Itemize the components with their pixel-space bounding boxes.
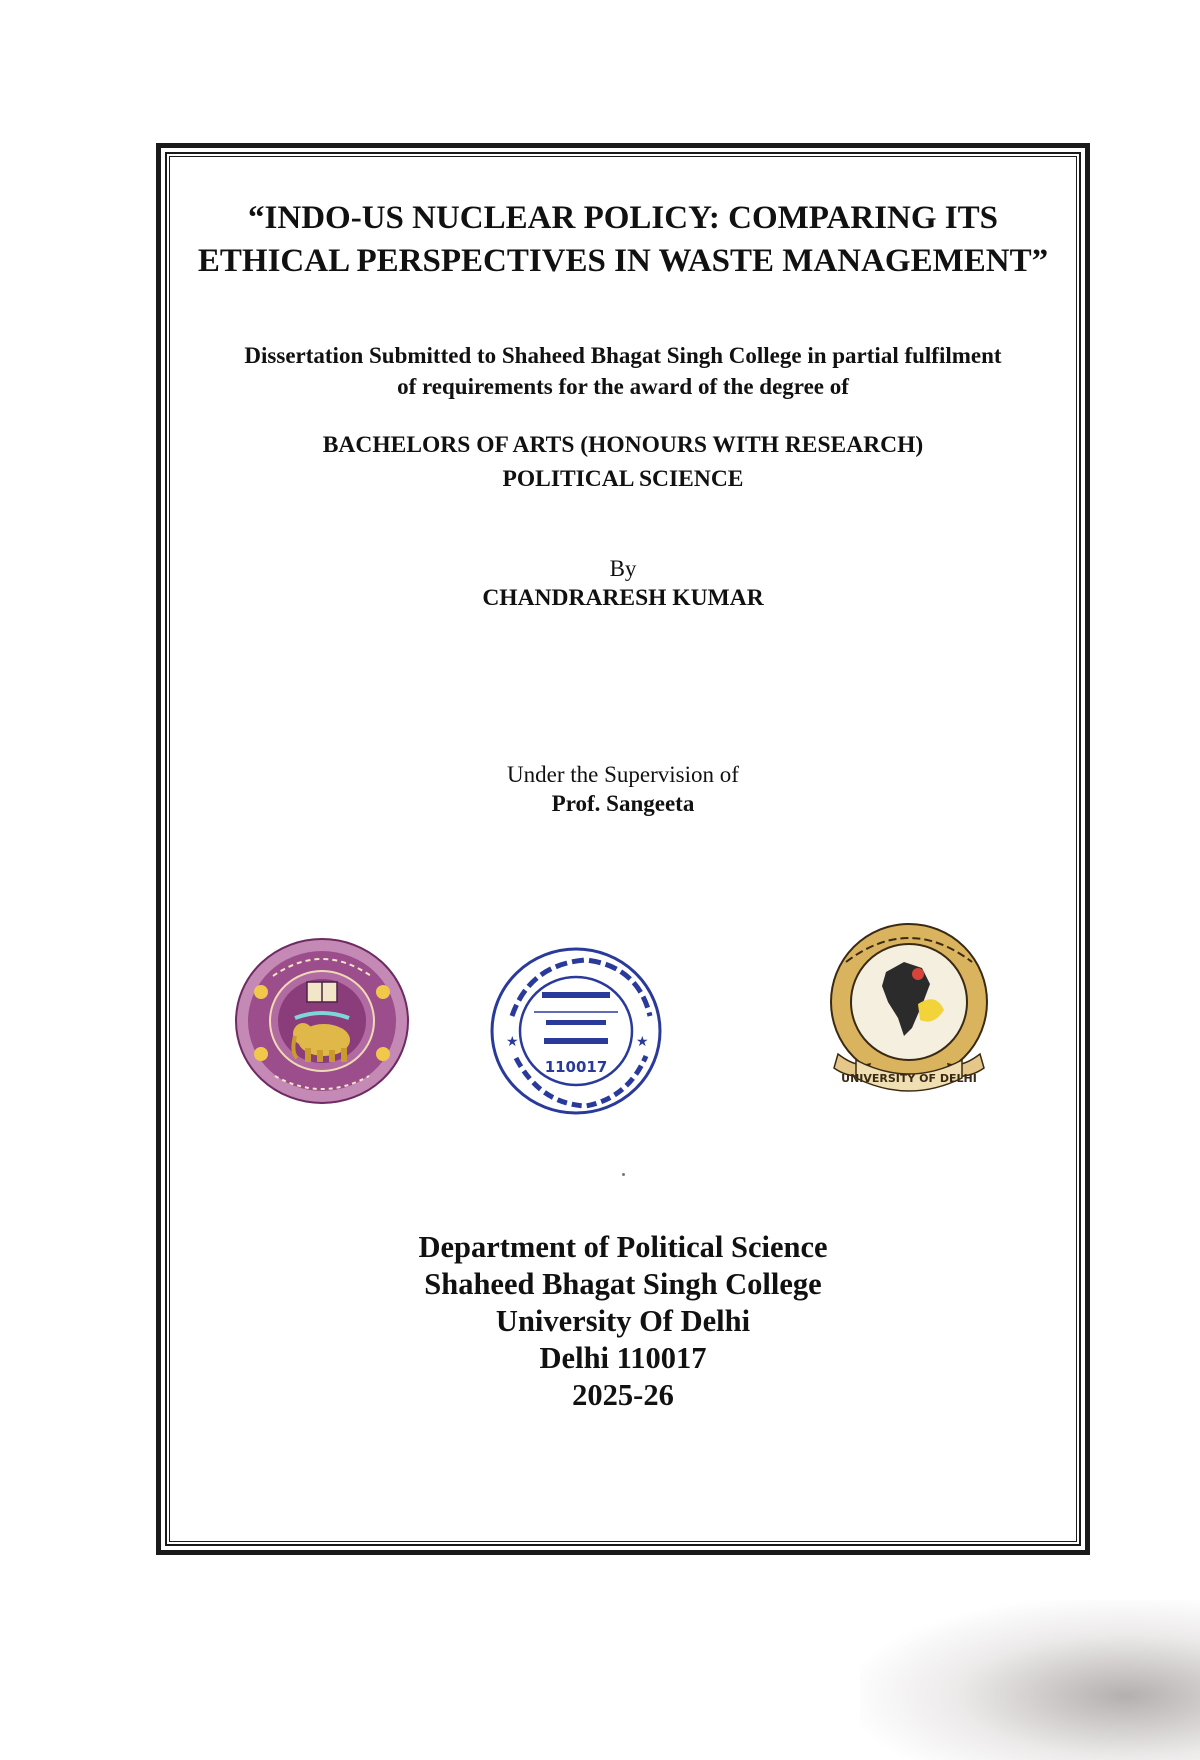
by-label: By	[609, 556, 637, 581]
scan-speck	[622, 1173, 625, 1176]
scan-shadow	[860, 1600, 1200, 1760]
svg-text:★: ★	[636, 1034, 649, 1050]
supervision-label: Under the Supervision of	[507, 762, 739, 787]
university-name: University Of Delhi	[495, 1304, 751, 1338]
sbsc-ribbon-text: UNIVERSITY OF DELHI	[841, 1072, 977, 1085]
degree-name: BACHELORS OF ARTS (HONOURS WITH RESEARCH)	[322, 432, 924, 458]
thesis-title-line-1: “INDO-US NUCLEAR POLICY: COMPARING ITS	[248, 200, 998, 236]
college-name: Shaheed Bhagat Singh College	[424, 1267, 822, 1301]
department-name: Department of Political Science	[418, 1230, 828, 1264]
stamp-pincode: 110017	[544, 1058, 608, 1076]
supervisor-name: Prof. Sangeeta	[551, 791, 695, 816]
thesis-title-line-2: ETHICAL PERSPECTIVES IN WASTE MANAGEMENT”	[197, 243, 1049, 279]
degree-subject: POLITICAL SCIENCE	[502, 466, 744, 492]
college-rubber-stamp-icon	[490, 946, 662, 1116]
author-name: CHANDRARESH KUMAR	[482, 585, 764, 611]
shaheed-bhagat-singh-college-logo-icon	[826, 922, 992, 1094]
submission-statement-line-1: Dissertation Submitted to Shaheed Bhagat Singh College in partial fulfilment	[244, 343, 1002, 368]
city-pincode: Delhi 110017	[539, 1341, 707, 1375]
svg-text:★: ★	[506, 1034, 519, 1050]
submission-statement-line-2: of requirements for the award of the degree of	[397, 374, 849, 399]
academic-year: 2025-26	[572, 1378, 674, 1412]
university-of-delhi-seal-icon	[233, 936, 411, 1106]
